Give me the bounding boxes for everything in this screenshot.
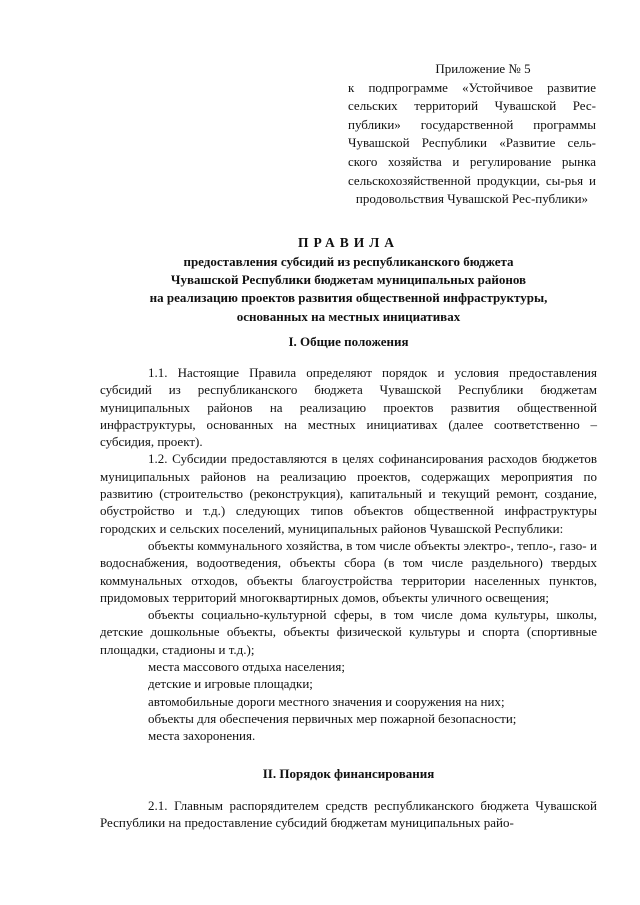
paragraph-2-1: 2.1. Главным распорядителем средств республиканского бюджета Чувашской Республики на предоставление субсидий бюджетам муниципальных райо-	[100, 798, 597, 831]
section-1-heading: I. Общие положения	[288, 334, 409, 349]
paragraph-1-1: 1.1. Настоящие Правила определяют порядок и условия предоставления субсидий из республиканского бюджета Чувашской Республики бюджетам муниципальных районов на реализацию проектов развития общественной инфраструктуры, основанных на местных инициативах (далее соответственно – субсидия, проект).	[100, 365, 597, 450]
document-title: ПРАВИЛА	[297, 235, 400, 250]
list-item: места массового отдыха населения;	[148, 659, 345, 675]
section-2-heading: II. Порядок финансирования	[262, 766, 435, 781]
subtitle-line: основанных на местных инициативах	[236, 308, 461, 324]
subtitle-line: предоставления субсидий из республиканского бюджета	[183, 254, 514, 269]
appendix-body: к подпрограмме «Устойчивое развитие сельских территорий Чувашской Рес-публики» государственной программы Чувашской Республики «Развитие сель-ского хозяйства и регулирование рынка сельскохозяйственной продукции, сы-рья и продовольствия Чувашской Рес-публики»	[348, 79, 596, 207]
section-1-body	[100, 364, 597, 745]
list-item: объекты для обеспечения первичных мер пожарной безопасности;	[148, 710, 517, 726]
list-item: автомобильные дороги местного значения и сооружения на них;	[148, 693, 505, 709]
list-item: детские и игровые площадки;	[148, 676, 313, 692]
list-item: места захоронения.	[148, 728, 256, 744]
section-2-body	[100, 797, 597, 832]
subtitle-line: Чувашской Республики бюджетам муниципальных районов	[170, 272, 527, 288]
list-item: объекты коммунального хозяйства, в том числе объекты электро-, тепло-, газо- и водоснабжения, водоотведения, объекты сбора (в том числе раздельного) твердых коммунальных отходов, объекты благоустройства территории населенных пунктов, придомовых территорий многоквартирных домов, объекты уличного освещения;	[100, 537, 597, 605]
paragraph-1-2: 1.2. Субсидии предоставляются в целях софинансирования расходов бюджетов муниципальных районов на реализацию проектов, содержащих мероприятия по развитию (строительство (реконструкция), капитальный и текущий ремонт, создание, обустройство и т.д.) следующих типов объектов общественной инфраструктуры городских и сельских поселений, муниципальных районов Чувашской Республики:	[100, 451, 597, 536]
subtitle-line: на реализацию проектов развития общественной инфраструктуры,	[149, 290, 548, 306]
appendix-note	[348, 60, 596, 209]
document-subtitle	[100, 253, 597, 326]
list-item: объекты социально-культурной сферы, в том числе дома культуры, школы, детские дошкольные объекты, объекты физической культуры и спорта (спортивные площадки, стадионы и т.д.);	[100, 607, 597, 657]
appendix-title: Приложение № 5	[435, 61, 531, 76]
